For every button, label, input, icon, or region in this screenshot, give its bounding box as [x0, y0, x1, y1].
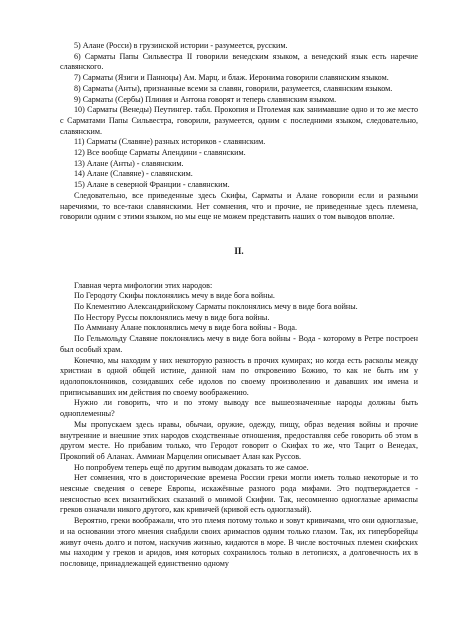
- body-paragraph: Мы пропускаем здесь нравы, обычаи, оружие, одежду, пищу, образ ведения войны и прочие внутренние и внешние этих народов сходственные отношения, предоставляя себе говорить об этом в другом месте. Но прибавим только, что Геродот говорит о Скифах то же, что Тацит о Венедах, Прокопий об Аланах. Аммиан Марцелин описывает Алан как Руссов.: [60, 419, 418, 461]
- list-item: По Клементию Александрийскому Сарматы поклонялись мечу в виде бога войны.: [74, 302, 358, 312]
- list-item: По Аммиану Алане поклонялись мечу в виде бога войны - Вода.: [74, 323, 297, 333]
- list-item: 10) Сарматы (Венеды) Пеутингер. табл. Прокопия и Птолемая как занимавшие одно и то же место с Сарматами Папы Сильвестра, говорили, разумеется, одним с последними языком, следовательно, славянским.: [60, 105, 418, 136]
- body-paragraph: Нет сомнения, что в доисторические времена России греки могли иметь только некоторые и то неясные сведения о севере Европы, искажённые разного рода мифами. Это подтверждается - неясностью всех византийских сказаний о мнимой Скифии. Так, несомненно одноглазые аримаспы греков означали никого другого, как кривичей (кривой есть одноглазый).: [60, 473, 418, 515]
- list-item: 8) Сарматы (Анты), признанные всеми за славян, говорили, разумеется, славянским языком.: [74, 83, 393, 93]
- list-item: По Геродоту Скифы поклонялись мечу в виде бога войны.: [74, 291, 275, 301]
- conclusion-paragraph: Следовательно, все приведенные здесь Скифы, Сарматы и Алане говорили если и разными наречиями, то все-таки славянскими. Нет сомнения, что и прочие, не приведенные здесь племена, говорили одним с этими языком, но мы еще не можем представить наших о том выводов вполне.: [60, 190, 418, 222]
- body-paragraph: Вероятно, греки воображали, что это племя потому только и зовут кривичами, что они одноглазые, и на основании этого мнения снабдили своих аримаспов одним только глазом. Так, их гиперборейцы живут очень долго и потом, наскучив жизнью, кидаются в море. В числе восточных племен скифских мы находим у греков и аридов, имя которых сохранилось только в летописях, а долговечность их в пословице, принадлежащей единственно одному: [60, 516, 418, 568]
- list-item: 9) Сарматы (Сербы) Плиния и Антона говорят и теперь славянским языком.: [74, 94, 337, 104]
- mythology-intro: Главная черта мифологии этих народов:: [74, 280, 213, 290]
- dialect-list: [60, 41, 418, 191]
- section-heading: II.: [234, 245, 244, 256]
- list-item: 5) Алане (Росси) в грузинской истории - разумеется, русским.: [74, 41, 288, 50]
- list-item: 13) Алане (Анты) - славянским.: [74, 158, 184, 168]
- mythology-list: [60, 291, 418, 355]
- list-item: 11) Сарматы (Славяне) разных историков - славянским.: [74, 137, 266, 147]
- list-item: 15) Алане в северной Франции - славянским.: [74, 180, 230, 190]
- list-item: 14) Алане (Славяне) - славянским.: [74, 169, 193, 179]
- list-item: 12) Все вообще Сарматы Апендини - славянским.: [74, 148, 246, 158]
- body-paragraph: Но попробуем теперь ещё по другим выводам доказать то же самое.: [74, 462, 309, 472]
- body-paragraph: Нужно ли говорить, что и по этому выводу все вышеозначенные народы должны быть одноплеменны?: [60, 398, 418, 419]
- list-item: 6) Сарматы Папы Сильвестра II говорили венедским языком, а венедский язык есть наречие славянского.: [60, 51, 418, 72]
- list-item: По Гельмольду Славяне поклонялись мечу в виде бога войны - Вода - которому в Ретре построен был особый храм.: [60, 334, 418, 354]
- list-item: 7) Сарматы (Язиги и Панноцы) Ам. Марц. и блаж. Иеронима говорили славянским языком.: [74, 73, 389, 83]
- body-paragraph: Конечно, мы находим у них некоторую разность в прочих кумирах; но когда есть расколы между христиан в одной общей истине, данной нам по откровению Божию, то как не быть им у идолопоклонников, созидавших себе идолов по своему произволению и дававших им имена и приписывавших им действия по своему воображению.: [60, 355, 418, 397]
- list-item: По Нестору Руссы поклонялись мечу в виде бога войны.: [74, 312, 270, 322]
